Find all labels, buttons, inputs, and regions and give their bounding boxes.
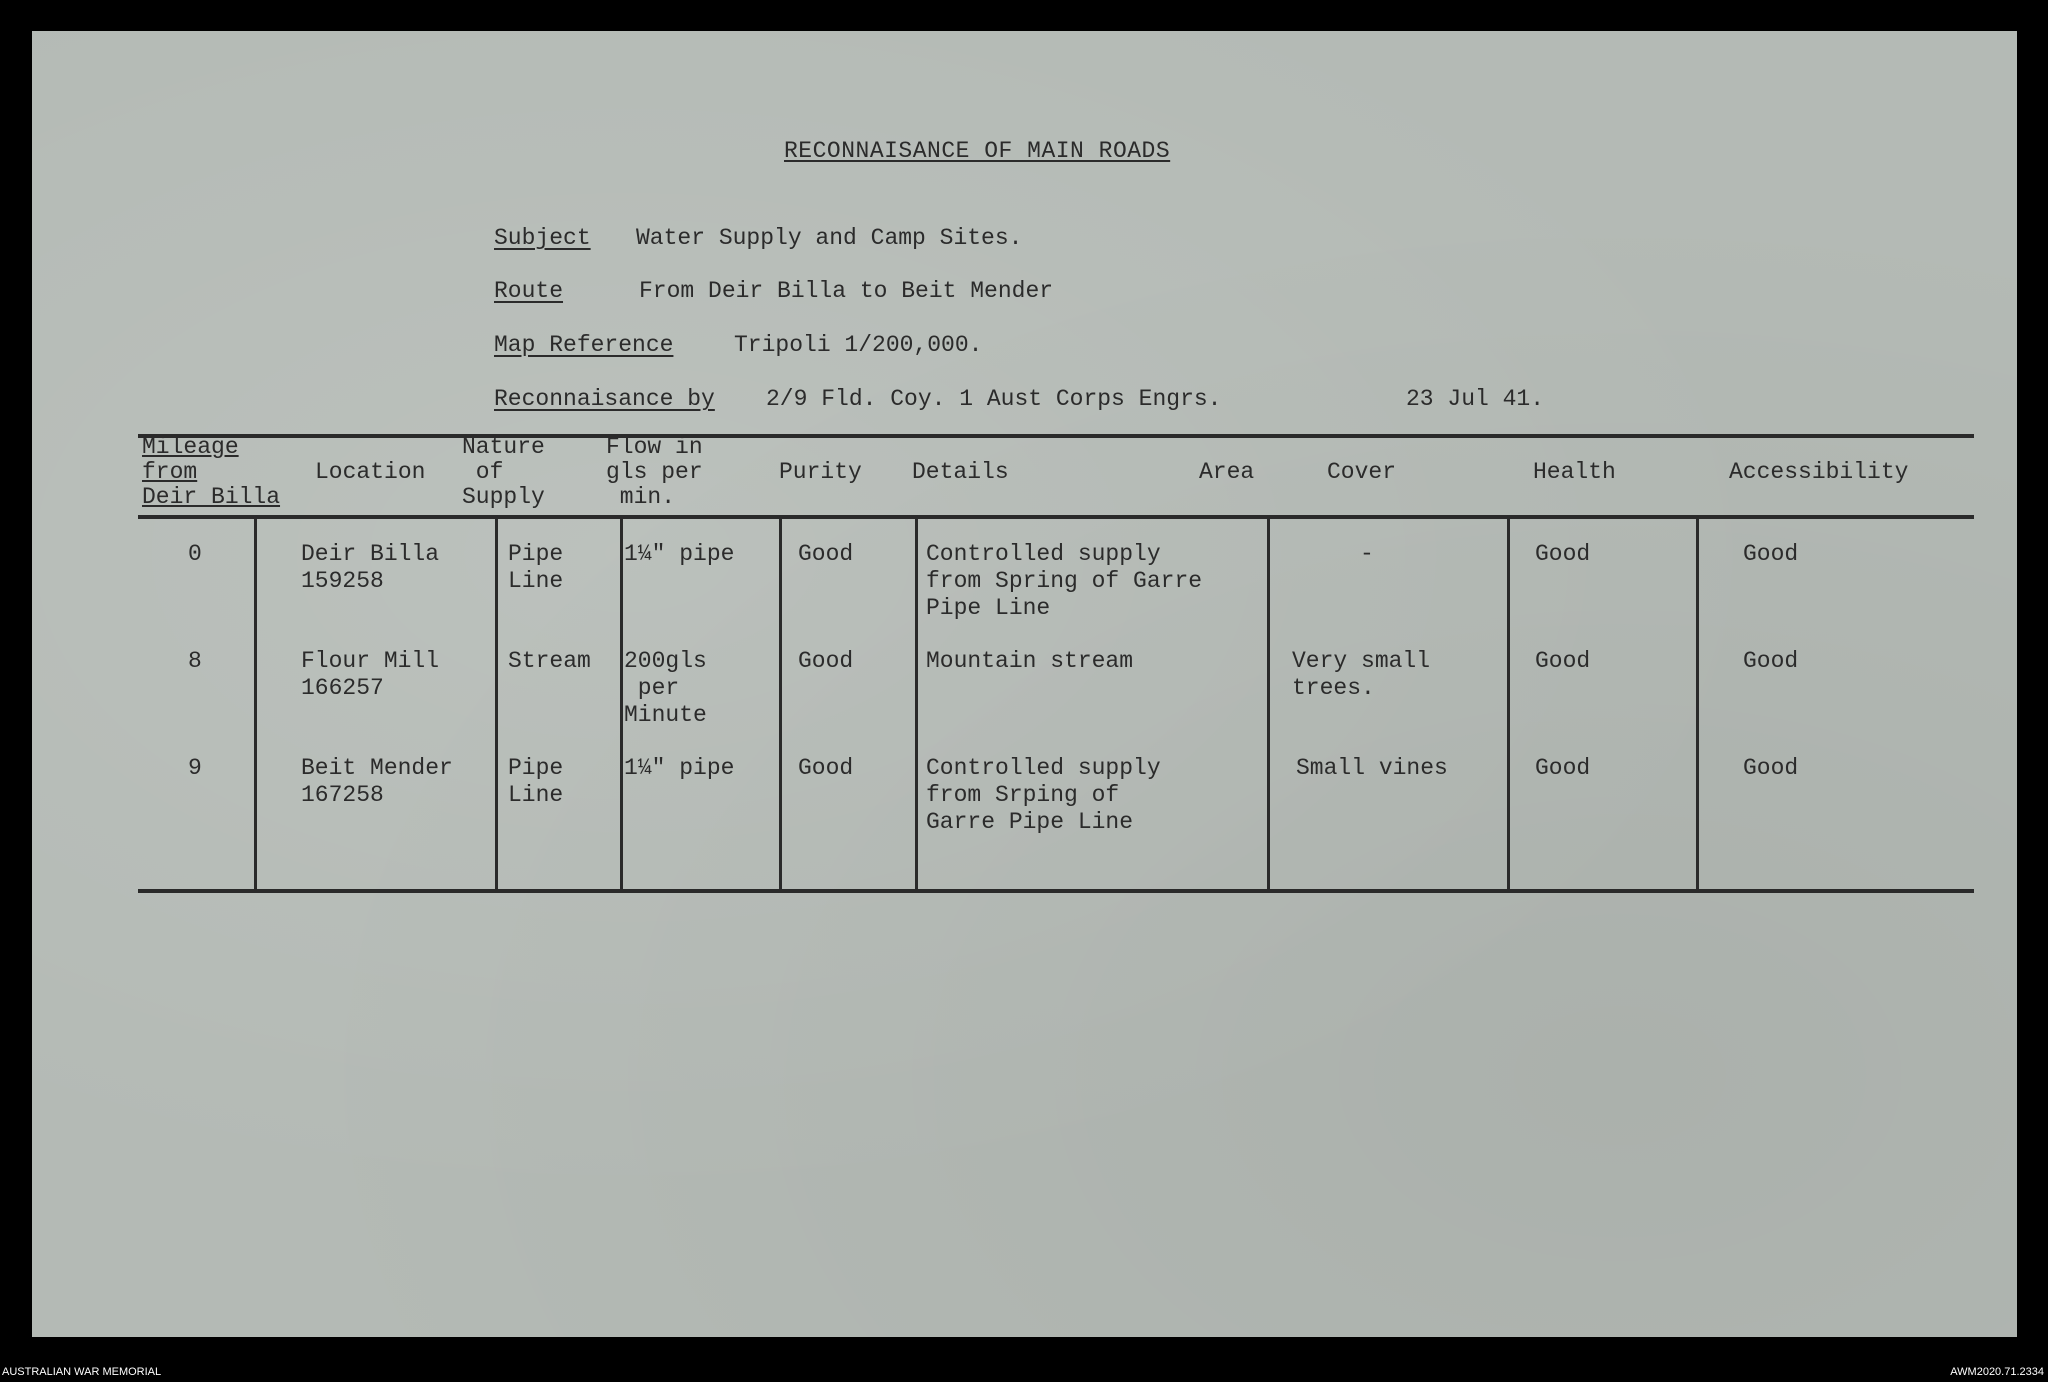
header-mileage: Mileage from Deir Billa — [142, 434, 281, 510]
cell-nature: Pipe Line — [508, 755, 564, 808]
cell-cover: - — [1360, 541, 1374, 567]
reconnaisance-value: 2/9 Fld. Coy. 1 Aust Corps Engrs. — [766, 386, 1222, 412]
cell-mileage: 0 — [188, 541, 202, 567]
column-divider — [254, 518, 257, 889]
subject-label: Subject — [494, 225, 591, 251]
cell-flow: 1¼" pipe — [624, 541, 735, 567]
cell-flow: 200gls per Minute — [624, 648, 707, 728]
header-purity: Purity — [779, 459, 862, 485]
column-divider — [915, 518, 918, 889]
column-divider — [779, 518, 782, 889]
document-page — [32, 31, 2017, 1337]
cell-cover: Very small trees. — [1292, 648, 1431, 701]
cell-details: Mountain stream — [926, 648, 1134, 674]
cell-health: Good — [1535, 648, 1591, 674]
cell-nature: Pipe Line — [508, 541, 564, 594]
map-reference-value: Tripoli 1/200,000. — [734, 332, 983, 358]
reconnaisance-date: 23 Jul 41. — [1406, 386, 1545, 412]
footer-reference: AWM2020.71.2334 — [1950, 1366, 2044, 1378]
cell-purity: Good — [798, 755, 854, 781]
cell-health: Good — [1535, 755, 1591, 781]
cell-cover: Small vines — [1296, 755, 1448, 781]
cell-location: Beit Mender 167258 — [301, 755, 453, 808]
footer-credit: AUSTRALIAN WAR MEMORIAL — [2, 1366, 162, 1378]
header-accessibility: Accessibility — [1729, 459, 1909, 485]
cell-details: Controlled supply from Srping of Garre Pipe Line — [926, 755, 1161, 835]
header-location: Location — [315, 459, 426, 485]
route-value: From Deir Billa to Beit Mender — [639, 278, 1054, 304]
cell-purity: Good — [798, 648, 854, 674]
header-cover: Cover — [1327, 459, 1397, 485]
column-divider — [1507, 518, 1510, 889]
column-divider — [495, 518, 498, 889]
cell-location: Flour Mill 166257 — [301, 648, 440, 701]
column-divider — [1267, 518, 1270, 889]
reconnaisance-label: Reconnaisance by — [494, 386, 715, 412]
cell-health: Good — [1535, 541, 1591, 567]
column-divider — [1696, 518, 1699, 889]
cell-mileage: 8 — [188, 648, 202, 674]
header-nature: Nature of Supply — [462, 434, 545, 510]
cell-accessibility: Good — [1743, 648, 1799, 674]
header-details: Details — [912, 459, 1009, 485]
cell-accessibility: Good — [1743, 755, 1799, 781]
table-bottom-rule — [138, 889, 1974, 893]
map-reference-label: Map Reference — [494, 332, 674, 358]
document-title: RECONNAISANCE OF MAIN ROADS — [784, 138, 1171, 164]
cell-details: Controlled supply from Spring of Garre Pipe Line — [926, 541, 1203, 621]
table-top-rule — [138, 434, 1974, 438]
header-flow: Flow in gls per min. — [606, 434, 703, 510]
cell-accessibility: Good — [1743, 541, 1799, 567]
header-area: Area — [1199, 459, 1255, 485]
cell-location: Deir Billa 159258 — [301, 541, 440, 594]
cell-purity: Good — [798, 541, 854, 567]
column-divider — [620, 518, 623, 889]
subject-value: Water Supply and Camp Sites. — [636, 225, 1023, 251]
route-label: Route — [494, 278, 564, 304]
cell-nature: Stream — [508, 648, 591, 674]
header-health: Health — [1533, 459, 1616, 485]
cell-flow: 1¼" pipe — [624, 755, 735, 781]
cell-mileage: 9 — [188, 755, 202, 781]
